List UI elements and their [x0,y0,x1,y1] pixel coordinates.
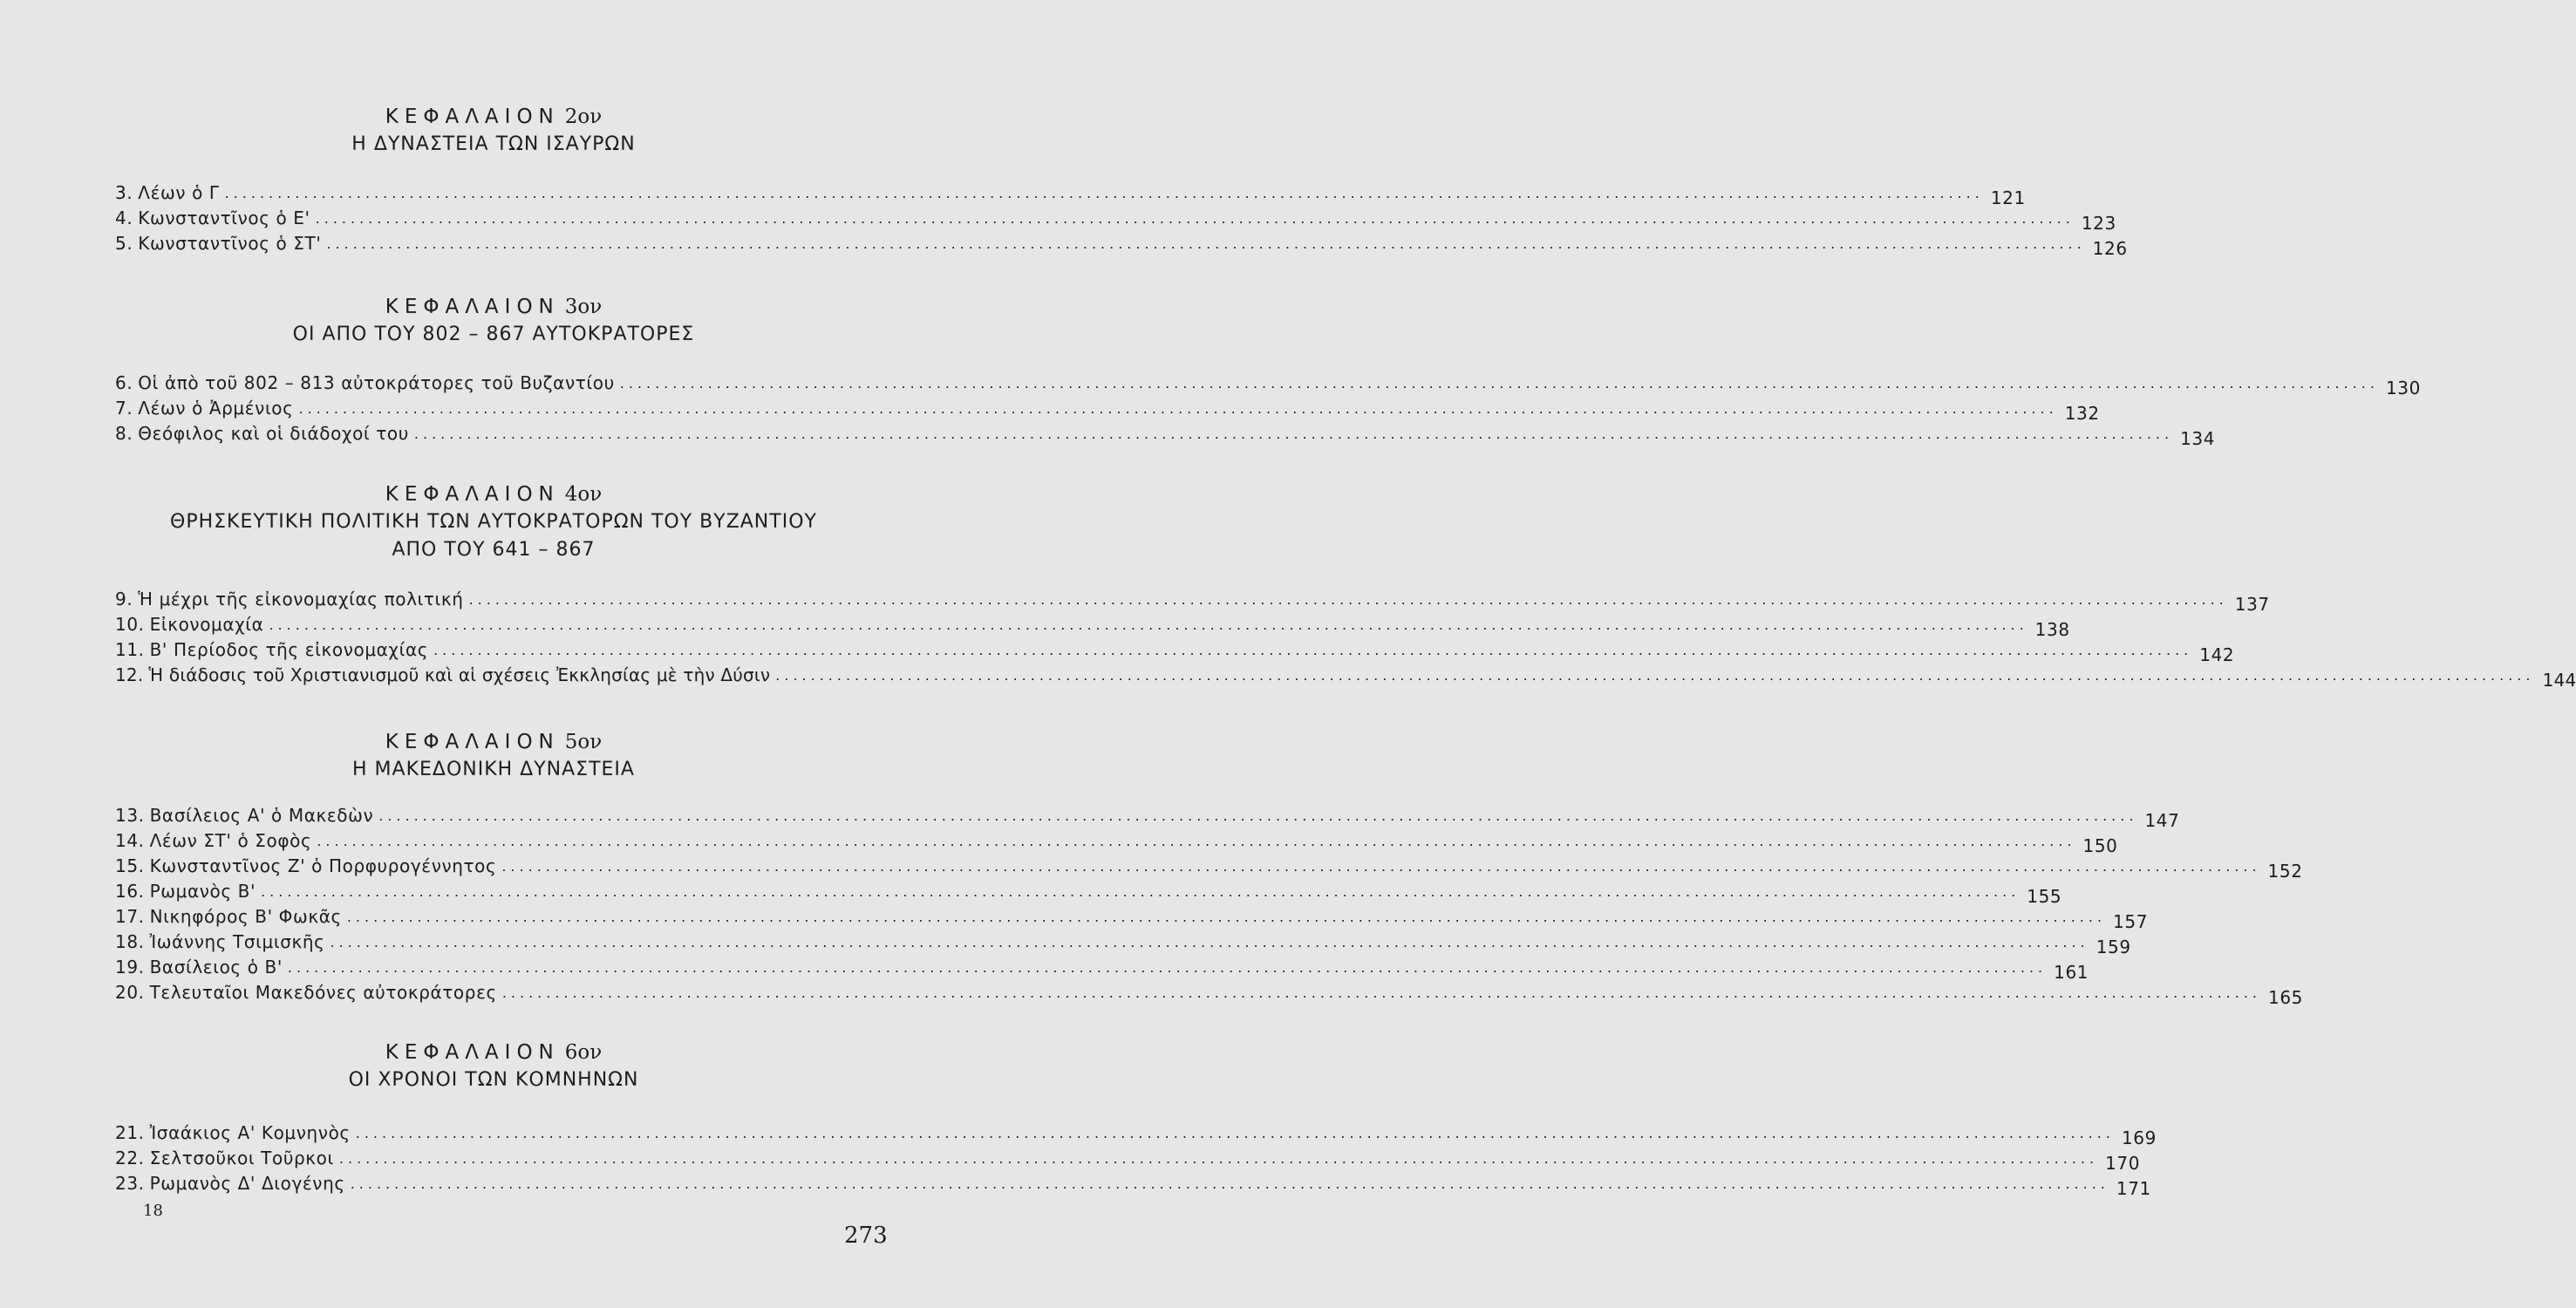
entry-number: 4. [115,208,133,228]
dot-leader: ........................................................................................................................................................................................................ [315,210,2075,227]
entry-title: Νικηφόρος Β' Φωκᾶς [149,906,342,927]
toc-entry [115,905,2149,932]
entry-number: 21. [115,1122,145,1143]
chapter-heading [0,480,987,564]
dot-leader: ........................................................................................................................................................................................................ [269,617,2028,633]
entry-number: 20. [115,982,145,1003]
dot-leader: ........................................................................................................................................................................................................ [287,959,2048,976]
dot-leader: ........................................................................................................................................................................................................ [413,426,2174,442]
toc-entry [115,181,2026,208]
entry-number: 7. [115,398,133,419]
entry-title: Κωνσταντῖνος Ζ' ὁ Πορφυρογέννητος [149,855,497,876]
entry-title: Ἰωάννης Τσιμισκῆς [149,931,325,952]
entry-number: 15. [115,855,145,876]
entry-number: 11. [115,639,145,660]
entry-title: Σελτσοῦκοι Τοῦρκοι [149,1148,334,1168]
entry-number: 18. [115,931,145,952]
toc-entry [115,1147,2141,1174]
dot-leader: ........................................................................................................................................................................................................ [330,934,2089,950]
toc-entry [115,956,2089,983]
chapter-title: Η ΔΥΝΑΣΤΕΙΑ ΤΩΝ ΙΣΑΥΡΩΝ [351,133,636,155]
toc-entry [115,829,2118,856]
dot-leader: ........................................................................................................................................................................................................ [433,642,2193,658]
chapter-ordinal: 5ον [564,731,603,753]
entry-page: 137 [2234,594,2270,615]
entry-page: 142 [2199,644,2235,665]
signature-mark: 18 [143,1202,163,1220]
toc-entry [115,613,2070,640]
entry-number: 12. [115,664,144,685]
entry-title: Ρωμανὸς Δ' Διογένης [149,1173,345,1194]
entry-number: 3. [115,182,133,203]
entry-number: 14. [115,830,145,851]
entry-page: 144 [2542,670,2576,691]
chapter-label-text: ΚΕΦΑΛΑΙΟΝ [385,106,560,128]
entry-title: Ἡ μέχρι τῆς εἰκονομαχίας πολιτική [138,589,464,610]
chapter-ordinal: 6ον [564,1041,603,1064]
toc-entry [115,1172,2151,1199]
entry-title: Β' Περίοδος τῆς εἰκονομαχίας [149,639,429,660]
entry-number: 6. [115,372,133,393]
dot-leader: ........................................................................................................................................................................................................ [501,858,2261,875]
dot-leader: ........................................................................................................................................................................................................ [338,1150,2099,1167]
entry-page: 138 [2034,619,2070,640]
dot-leader: ........................................................................................................................................................................................................ [346,909,2107,925]
chapter-ordinal: 2ον [564,106,603,128]
chapter-label-text: ΚΕΦΑΛΑΙΟΝ [385,483,560,506]
entry-page: 126 [2092,238,2128,259]
entry-page: 157 [2113,911,2149,932]
entry-number: 19. [115,957,145,978]
chapter-ordinal: 4ον [564,483,603,506]
toc-entry [115,930,2131,957]
entry-title: Κωνσταντῖνος ὁ Ε' [138,208,310,228]
dot-leader: ........................................................................................................................................................................................................ [775,667,2535,684]
toc-entry [115,981,2304,1008]
entry-number: 13. [115,805,145,826]
entry-page: 169 [2121,1127,2157,1148]
entry-number: 17. [115,906,145,927]
entry-page: 155 [2027,886,2062,907]
dot-leader: ........................................................................................................................................................................................................ [261,883,2021,900]
dot-leader: ........................................................................................................................................................................................................ [355,1125,2115,1141]
dot-leader: ........................................................................................................................................................................................................ [468,591,2228,608]
chapter-label [0,1039,987,1066]
entry-page: 123 [2081,213,2116,234]
chapter-label-text: ΚΕΦΑΛΑΙΟΝ [385,296,560,318]
chapter-label [0,480,987,508]
chapter-label [0,728,987,756]
dot-leader: ........................................................................................................................................................................................................ [378,807,2138,824]
entry-title: Εἰκονομαχία [149,614,264,635]
chapter-label-text: ΚΕΦΑΛΑΙΟΝ [385,1041,560,1064]
entry-page: 161 [2054,962,2089,983]
entry-number: 16. [115,881,145,902]
entry-title: Κωνσταντῖνος ὁ ΣΤ' [138,233,322,254]
toc-entry [115,588,2270,615]
toc-entry [115,880,2062,907]
entry-page: 134 [2180,428,2216,449]
entry-page: 159 [2096,937,2131,957]
entry-title: Οἱ ἀπὸ τοῦ 802 – 813 αὐτοκράτορες τοῦ Βυζαντίου [138,372,615,393]
entry-page: 171 [2116,1178,2151,1199]
entry-title: Ἰσαάκιος Α' Κομνηνὸς [149,1122,351,1143]
chapter-heading [0,728,987,784]
chapter-label [0,103,987,131]
chapter-label-text: ΚΕΦΑΛΑΙΟΝ [385,731,560,753]
chapter-title: ΟΙ ΧΡΟΝΟΙ ΤΩΝ ΚΟΜΝΗΝΩΝ [348,1069,639,1091]
toc-entry [115,232,2128,259]
entry-title: Βασίλειος Α' ὁ Μακεδὼν [149,805,374,826]
chapter-heading [0,293,987,349]
dot-leader: ........................................................................................................................................................................................................ [619,375,2379,392]
entry-page: 130 [2385,378,2421,399]
entry-page: 150 [2082,835,2118,856]
dot-leader: ........................................................................................................................................................................................................ [224,185,1984,201]
toc-entry [115,638,2235,665]
chapter-ordinal: 3ον [564,296,603,318]
chapter-title: Η ΜΑΚΕΔΟΝΙΚΗ ΔΥΝΑΣΤΕΙΑ [352,759,635,780]
toc-entry [115,397,2100,424]
entry-page: 121 [1990,187,2026,208]
entry-title: Τελευταῖοι Μακεδόνες αὐτοκράτορες [149,982,497,1003]
entry-number: 23. [115,1173,145,1194]
entry-number: 8. [115,423,133,444]
entry-title: Λέων ὁ Γ [138,182,220,203]
entry-page: 152 [2267,861,2303,882]
toc-entry [115,371,2421,399]
chapter-label [0,293,987,321]
chapter-heading [0,1039,987,1094]
entry-page: 147 [2144,810,2180,831]
dot-leader: ........................................................................................................................................................................................................ [350,1175,2109,1192]
page-number: 273 [844,1223,888,1249]
entry-number: 10. [115,614,145,635]
toc-entry [115,855,2303,882]
entry-title: Βασίλειος ὁ Β' [149,957,283,978]
entry-page: 165 [2268,987,2304,1008]
entry-page: 132 [2064,403,2100,424]
toc-entry [115,804,2180,831]
chapter-heading [0,103,987,159]
toc-entry [115,664,2576,691]
chapter-title: ΘΡΗΣΚΕΥΤΙΚΗ ΠΟΛΙΤΙΚΗ ΤΩΝ ΑΥΤΟΚΡΑΤΟΡΩΝ ΤΟΥ ΒΥΖΑΝΤΙΟΥ [170,511,817,533]
entry-title: Θεόφιλος καὶ οἱ διάδοχοί του [138,423,409,444]
entry-title: Λέων ΣΤ' ὁ Σοφὸς [149,830,312,851]
dot-leader: ........................................................................................................................................................................................................ [326,235,2086,252]
entry-title: Ἡ διάδοσις τοῦ Χριστιανισμοῦ καὶ αἱ σχέσεις Ἐκκλησίας μὲ τὴν Δύσιν [148,664,771,685]
toc-entry [115,207,2116,234]
entry-number: 22. [115,1148,145,1168]
chapter-title: ΟΙ ΑΠΟ ΤΟΥ 802 – 867 ΑΥΤΟΚΡΑΤΟΡΕΣ [292,324,695,345]
dot-leader: ........................................................................................................................................................................................................ [317,833,2076,849]
entry-page: 170 [2105,1153,2141,1174]
chapter-title-line2: ΑΠΟ ΤΟΥ 641 – 867 [392,539,596,561]
entry-title: Ρωμανὸς Β' [149,881,256,902]
entry-number: 5. [115,233,133,254]
entry-number: 9. [115,589,133,610]
dot-leader: ........................................................................................................................................................................................................ [298,400,2058,417]
toc-entry [115,422,2216,449]
toc-entry [115,1121,2157,1148]
dot-leader: ........................................................................................................................................................................................................ [501,984,2262,1001]
entry-title: Λέων ὁ Ἀρμένιος [138,398,294,419]
